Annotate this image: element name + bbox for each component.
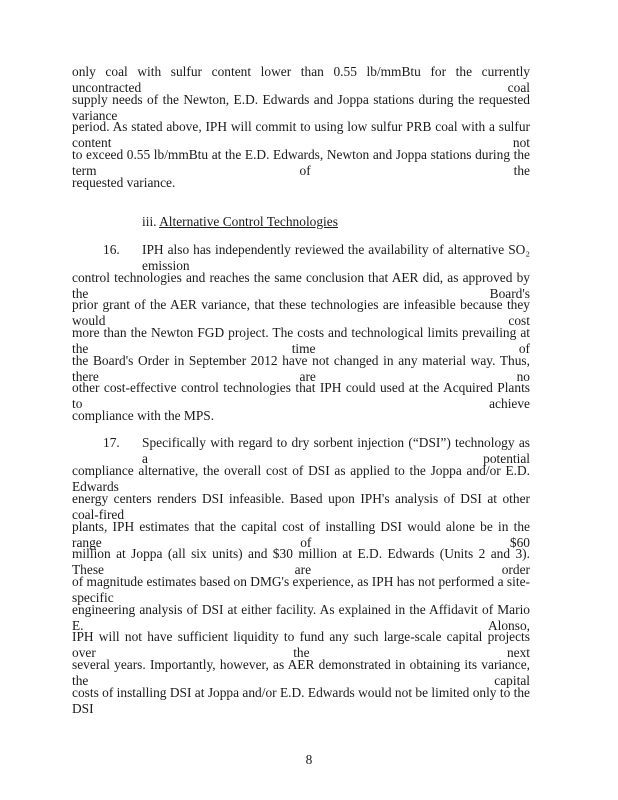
section-number: iii.	[142, 214, 157, 229]
body-line: several years. Importantly, however, as AER demonstrated in obtaining its variance, the capital	[72, 657, 530, 688]
body-line: costs of installing DSI at Joppa and/or E.D. Edwards would not be limited only to the DSI	[72, 685, 530, 716]
body-line: other cost-effective control technologies that IPH could used at the Acquired Plants to achieve	[72, 380, 530, 411]
body-line: compliance with the MPS.	[72, 408, 215, 423]
body-line: plants, IPH estimates that the capital cost of installing DSI would alone be in the range of $60	[72, 519, 530, 550]
page-number: 8	[305, 752, 313, 767]
section-heading	[142, 214, 338, 230]
body-line: control technologies and reaches the same conclusion that AER did, as approved by the Board's	[72, 270, 530, 301]
body-line: compliance alternative, the overall cost of DSI as applied to the Joppa and/or E.D. Edwards	[72, 463, 530, 494]
body-line: million at Joppa (all six units) and $30 million at E.D. Edwards (Units 2 and 3). These are order	[72, 546, 530, 577]
body-line: the Board's Order in September 2012 have not changed in any material way. Thus, there are no	[72, 353, 530, 384]
section-title: Alternative Control Technologies	[159, 214, 338, 229]
paragraph-number: 17.	[103, 435, 120, 450]
body-line: only coal with sulfur content lower than 0.55 lb/mmBtu for the currently uncontracted coal	[72, 64, 530, 95]
paragraph-number: 16.	[103, 242, 120, 257]
body-line: to exceed 0.55 lb/mmBtu at the E.D. Edwards, Newton and Joppa stations during the term of the	[72, 147, 530, 178]
body-line: requested variance.	[72, 175, 176, 190]
body-line: of magnitude estimates based on DMG's experience, as IPH has not performed a site-specific	[72, 574, 530, 605]
body-line: engineering analysis of DSI at either facility. As explained in the Affidavit of Mario E. Alonso,	[72, 602, 530, 633]
body-line: supply needs of the Newton, E.D. Edwards and Joppa stations during the requested variance	[72, 92, 530, 123]
body-line: IPH will not have sufficient liquidity to fund any such large-scale capital projects over the next	[72, 629, 530, 660]
body-line: Specifically with regard to dry sorbent injection (“DSI”) technology as a potential	[142, 435, 530, 466]
body-line: period. As stated above, IPH will commit to using low sulfur PRB coal with a sulfur content not	[72, 119, 530, 150]
body-line: energy centers renders DSI infeasible. Based upon IPH's analysis of DSI at other coal-fired	[72, 491, 530, 522]
body-line: IPH also has independently reviewed the availability of alternative SO₂ emission	[142, 242, 530, 273]
body-line: prior grant of the AER variance, that these technologies are infeasible because they would cost	[72, 297, 530, 328]
body-line: more than the Newton FGD project. The costs and technological limits prevailing at the time of	[72, 325, 530, 356]
